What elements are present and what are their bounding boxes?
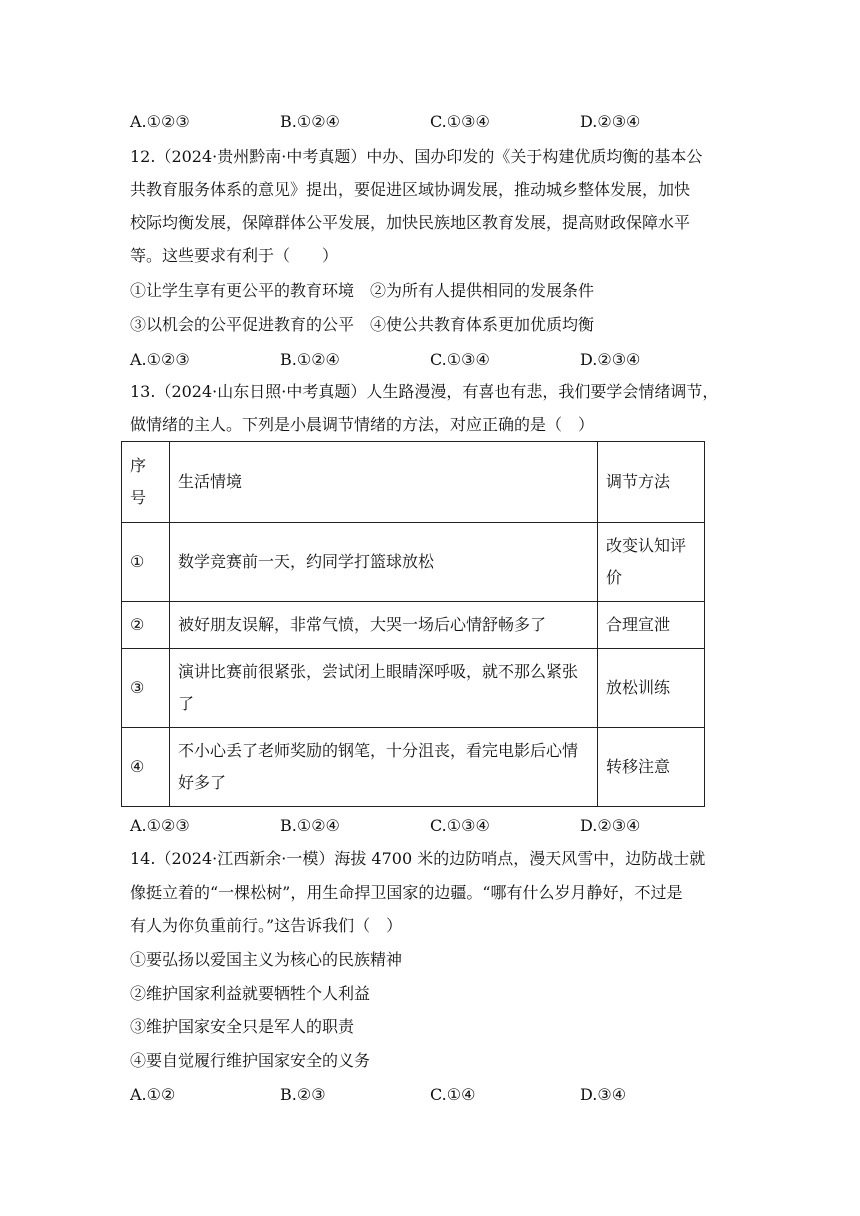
table-row bbox=[122, 602, 705, 649]
q12-option-c[interactable]: C.①③④ bbox=[430, 350, 490, 369]
q12-option-d[interactable]: D.②③④ bbox=[580, 350, 641, 369]
row-index: ② bbox=[122, 602, 170, 649]
q14-stem-line-1: 14.（2024·江西新余·一模）海拔 4700 米的边防哨点，漫天风雪中，边防战士就 bbox=[130, 849, 706, 868]
q13-stem-line-1: 13.（2024·山东日照·中考真题）人生路漫漫，有喜也有悲，我们要学会情绪调节， bbox=[130, 382, 719, 401]
q12-option-b[interactable]: B.①②④ bbox=[280, 350, 340, 369]
q13-option-b[interactable]: B.①②④ bbox=[280, 816, 340, 835]
q11-option-a[interactable]: A.①②③ bbox=[130, 112, 190, 131]
row-situation: 演讲比赛前很紧张，尝试闭上眼睛深呼吸，就不那么紧张了 bbox=[170, 649, 598, 728]
q14-stem-line-2: 像挺立着的“一棵松树”，用生命捍卫国家的边疆。“哪有什么岁月静好，不过是 bbox=[130, 883, 683, 902]
q11-option-c[interactable]: C.①③④ bbox=[430, 112, 490, 131]
row-index: ④ bbox=[122, 728, 170, 807]
q14-options bbox=[130, 1084, 730, 1106]
header-method: 调节方法 bbox=[598, 442, 705, 523]
q12-statement-1: ①让学生享有更公平的教育环境 ②为所有人提供相同的发展条件 bbox=[130, 281, 595, 300]
row-situation: 数学竞赛前一天，约同学打篮球放松 bbox=[170, 523, 598, 602]
q14-statement-1: ①要弘扬以爱国主义为核心的民族精神 bbox=[130, 950, 403, 969]
q14-statement-2: ②维护国家利益就要牺牲个人利益 bbox=[130, 984, 371, 1003]
row-situation: 被好朋友误解，非常气愤，大哭一场后心情舒畅多了 bbox=[170, 602, 598, 649]
q14-stem-line-3: 有人为你负重前行。”这告诉我们（ ） bbox=[130, 916, 403, 935]
row-index: ③ bbox=[122, 649, 170, 728]
q11-options bbox=[130, 111, 730, 133]
q12-stem-line-4: 等。这些要求有利于（ ） bbox=[130, 246, 339, 265]
q11-option-d[interactable]: D.②③④ bbox=[580, 112, 641, 131]
q13-stem-line-2: 做情绪的主人。下列是小晨调节情绪的方法，对应正确的是（ ） bbox=[130, 415, 595, 434]
q12-stem-line-3: 校际均衡发展，保障群体公平发展，加快民族地区教育发展，提高财政保障水平 bbox=[130, 213, 691, 232]
q11-option-b[interactable]: B.①②④ bbox=[280, 112, 340, 131]
q14-option-c[interactable]: C.①④ bbox=[430, 1085, 476, 1104]
q12-statement-2: ③以机会的公平促进教育的公平 ④使公共教育体系更加优质均衡 bbox=[130, 315, 595, 334]
q14-statement-3: ③维护国家安全只是军人的职责 bbox=[130, 1017, 355, 1036]
table-row bbox=[122, 728, 705, 807]
q12-stem-line-1: 12.（2024·贵州黔南·中考真题）中办、国办印发的《关于构建优质均衡的基本公 bbox=[130, 147, 703, 166]
table-row bbox=[122, 649, 705, 728]
table-header-row bbox=[122, 442, 705, 523]
header-situation: 生活情境 bbox=[170, 442, 598, 523]
q13-option-a[interactable]: A.①②③ bbox=[130, 816, 190, 835]
row-method: 放松训练 bbox=[598, 649, 705, 728]
q12-stem-line-2: 共教育服务体系的意见》提出，要促进区域协调发展，推动城乡整体发展，加快 bbox=[130, 180, 691, 199]
q12-options bbox=[130, 349, 730, 371]
q12-option-a[interactable]: A.①②③ bbox=[130, 350, 190, 369]
table-row bbox=[122, 523, 705, 602]
row-situation: 不小心丢了老师奖励的钢笔，十分沮丧，看完电影后心情好多了 bbox=[170, 728, 598, 807]
row-method: 改变认知评价 bbox=[598, 523, 705, 602]
q13-option-c[interactable]: C.①③④ bbox=[430, 816, 490, 835]
q14-option-b[interactable]: B.②③ bbox=[280, 1085, 326, 1104]
q14-option-a[interactable]: A.①② bbox=[130, 1085, 176, 1104]
q13-options bbox=[130, 815, 730, 837]
q14-statement-4: ④要自觉履行维护国家安全的义务 bbox=[130, 1051, 371, 1070]
q13-option-d[interactable]: D.②③④ bbox=[580, 816, 641, 835]
emotion-regulation-table bbox=[121, 441, 705, 807]
row-method: 合理宣泄 bbox=[598, 602, 705, 649]
row-index: ① bbox=[122, 523, 170, 602]
q14-option-d[interactable]: D.③④ bbox=[580, 1085, 627, 1104]
header-index: 序号 bbox=[122, 442, 170, 523]
row-method: 转移注意 bbox=[598, 728, 705, 807]
